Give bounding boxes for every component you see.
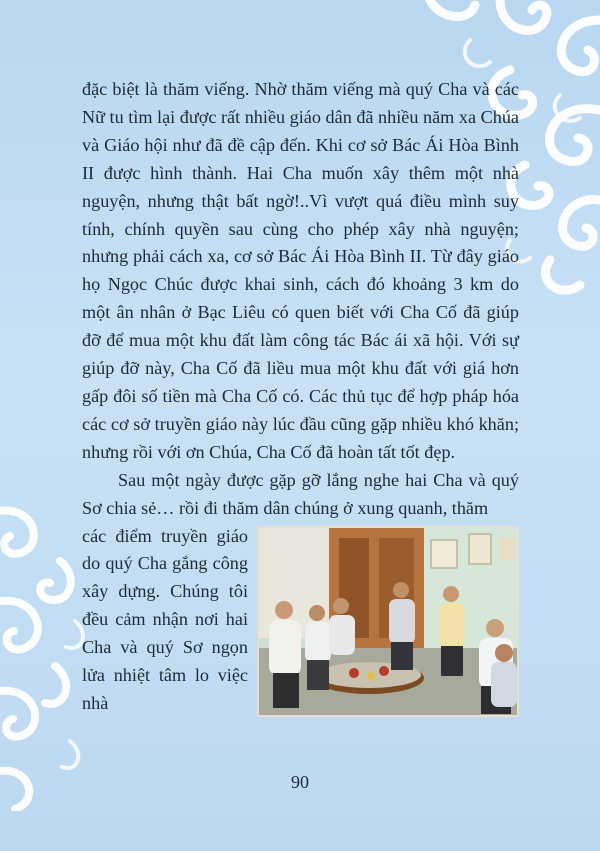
text-with-photo xyxy=(82,523,519,718)
paragraph-1-text: đặc biệt là thăm viếng. Nhờ thăm viếng mà quý Cha và các Nữ tu tìm lại được rất nhiều giáo dân đã nhiều năm xa Chúa và Giáo hội như đã đề cập đến. Khi cơ sở Bác Ái Hòa Bình II được hình thành. Hai Cha muốn xây thêm một nhà nguyện, nhưng thật bất ngờ!..Vì vượt quá điều mình suy tính, chính quyền sau cùng cho phép xây nhà nguyện; nhưng phải cách xa, cơ sở Bác Ái Hòa Bình II. Từ đây giáo họ Ngọc Chúc được khai sinh, cách đó khoảng 3 km do một ân nhân ở Bạc Liêu có quen biết với Cha Cố đã giúp đỡ để mua một khu đất làm công tác Bác ái xã hội. Với sự giúp đỡ này, Cha Cố đã liều mua một khu đất với giá hơn gấp đôi số tiền mà Cha Cố có. Các thủ tục để hợp pháp hóa các cơ sở truyền giáo này lúc đầu cũng gặp nhiều khó khăn; nhưng rồi với ơn Chúa, Cha Cố đã hoàn tất tốt đẹp. xyxy=(82,79,519,462)
page-number: 90 xyxy=(291,772,309,792)
paragraph-1 xyxy=(82,76,519,467)
paragraph-2 xyxy=(82,467,519,718)
paragraph-2-intro: Sau một ngày được gặp gỡ lắng nghe hai Cha và quý Sơ chia sẻ… rồi đi thăm dân chúng ở xung quanh, thăm xyxy=(82,469,519,518)
group-photo xyxy=(257,526,519,717)
photo-illustration xyxy=(259,528,517,715)
paragraph-2-wrapped: các điểm truyền giáo do quý Cha gắng công xây dựng. Chúng tôi đều cảm nhận nơi hai Cha và quý Sơ ngọn lửa nhiệt tâm lo việc nhà xyxy=(82,525,248,713)
page-body xyxy=(82,76,519,718)
